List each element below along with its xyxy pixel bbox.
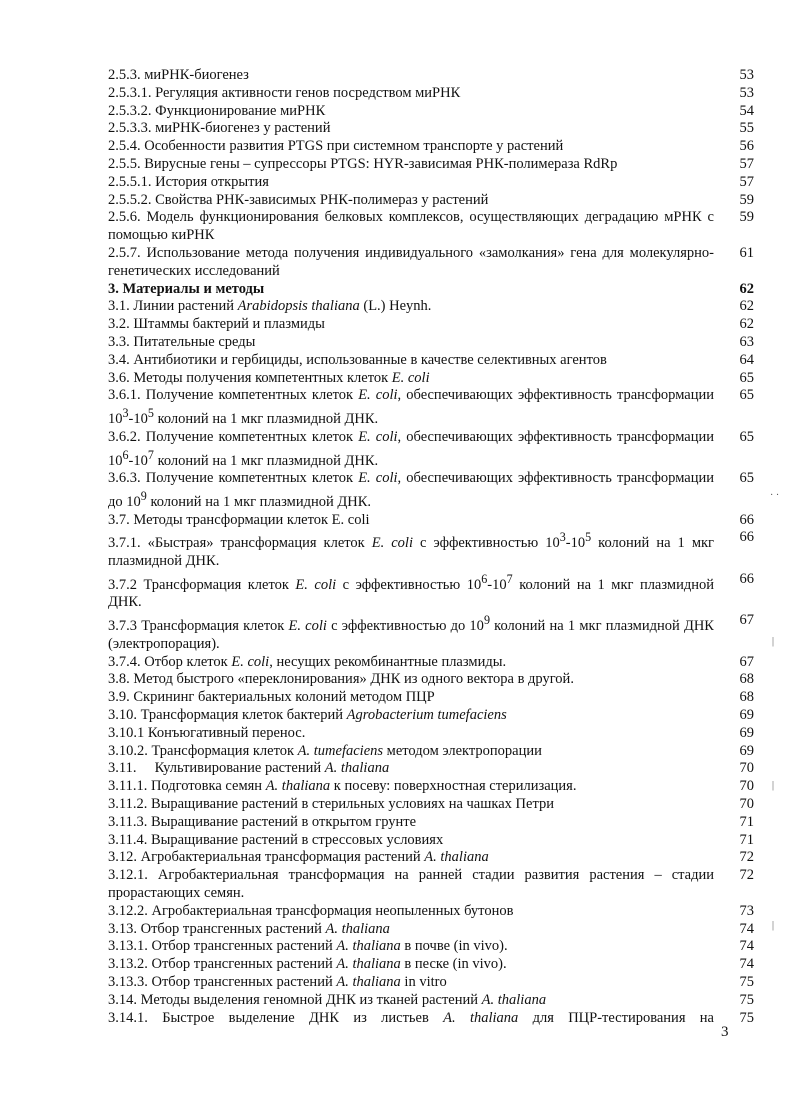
toc-entry xyxy=(108,85,754,103)
toc-entry-page: 74 xyxy=(739,920,754,937)
toc-entry-title: 3.6.3. Получение компетентных клеток E. coli, обеспечивающих эффективность трансформации до $10^9$ колоний на 1 мкг плазмидной ДНК. xyxy=(108,470,714,510)
toc-entry-title: 3.7.1. «Быстрая» трансформация клеток E. coli с эффективностью $10^3-10^5$ колоний на 1 мкг плазмидной ДНК. xyxy=(108,530,715,570)
toc-entry-page: 55 xyxy=(739,120,754,137)
toc-entry-title: 3.11. Культивирование растений A. thaliana xyxy=(108,760,390,777)
scan-speck: | xyxy=(772,780,775,791)
toc-entry xyxy=(108,174,754,192)
toc-entry xyxy=(108,903,754,921)
toc-entry-page: 72 xyxy=(739,867,754,884)
toc-entry-page: 61 xyxy=(739,244,754,261)
toc-entry-title: 3.13. Отбор трансгенных растений A. thaliana xyxy=(108,920,390,937)
toc-entry-page: 72 xyxy=(739,849,754,866)
toc-entry-page: 73 xyxy=(739,902,754,919)
toc-entry xyxy=(108,316,754,334)
toc-entry xyxy=(108,689,754,707)
toc-entry-title: 3.10.1 Конъюгативный перенос. xyxy=(108,724,306,741)
toc-entry-title: 3.3. Питательные среды xyxy=(108,333,256,350)
toc-entry-title: 3.13.1. Отбор трансгенных растений A. thaliana в почве (in vivo). xyxy=(108,938,508,955)
toc-entry xyxy=(108,1010,754,1028)
toc-entry xyxy=(108,867,754,903)
toc-entry-page: 64 xyxy=(739,351,754,368)
toc-entry-title: 2.5.6. Модель функционирования белковых комплексов, осуществляющих деградацию мРНК с помощью киРНК xyxy=(108,209,714,244)
toc-entry xyxy=(108,707,754,725)
toc-entry-title: 3.14. Методы выделения геномной ДНК из тканей растений A. thaliana xyxy=(108,991,547,1008)
toc-entry xyxy=(108,814,754,832)
toc-entry-page: 67 xyxy=(739,653,754,670)
toc-entry xyxy=(108,120,754,138)
toc-entry xyxy=(108,138,754,156)
toc-entry-page: 57 xyxy=(739,173,754,190)
toc-entry-page: 67 xyxy=(739,612,754,629)
toc-entry xyxy=(108,832,754,850)
toc-entry xyxy=(108,612,754,653)
toc-entry-title: 2.5.5.2. Свойства РНК-зависимых РНК-полимераз у растений xyxy=(108,191,489,208)
toc-entry-title: 3.4. Антибиотики и гербициды, использованные в качестве селективных агентов xyxy=(108,351,607,368)
scan-speck: | xyxy=(772,920,775,931)
toc-entry-page: 69 xyxy=(739,724,754,741)
toc-entry xyxy=(108,103,754,121)
toc-entry-title: 3.6.1. Получение компетентных клеток E. coli, обеспечивающих эффективность трансформации $10^3-10^5$ колоний на 1 мкг плазмидной ДНК. xyxy=(108,387,714,427)
toc-entry xyxy=(108,992,754,1010)
toc-entry xyxy=(108,956,754,974)
toc-entry-title: 3.13.2. Отбор трансгенных растений A. thaliana в песке (in vivo). xyxy=(108,956,507,973)
toc-entry-title: 3.7. Методы трансформации клеток E. coli xyxy=(108,511,370,528)
toc-entry-page: 71 xyxy=(739,813,754,830)
toc-entry-title: 3.8. Метод быстрого «переклонирования» ДНК из одного вектора в другой. xyxy=(108,671,574,688)
toc-entry-title: 2.5.3.3. миРНК-биогенез у растений xyxy=(108,120,331,137)
scan-speck: · · xyxy=(770,490,780,501)
toc-entry-title: 3.11.1. Подготовка семян A. thaliana к посеву: поверхностная стерилизация. xyxy=(108,778,577,795)
toc-entry-page: 59 xyxy=(739,191,754,208)
toc-entry-title: 3.7.4. Отбор клеток E. coli, несущих рекомбинантные плазмиды. xyxy=(108,653,507,670)
toc-entry xyxy=(108,281,754,299)
toc-entry-page: 66 xyxy=(739,570,754,587)
toc-entry xyxy=(108,156,754,174)
toc-entry-page: 71 xyxy=(739,831,754,848)
toc-entry-title: 2.5.3. миРНК-биогенез xyxy=(108,67,249,83)
toc-entry-page: 66 xyxy=(739,511,754,528)
page-number: 3 xyxy=(721,1024,729,1040)
toc-entry-title: 3.7.3 Трансформация клеток E. coli с эффективностью до $10^9$ колоний на 1 мкг плазмидной ДНК (электропорация). xyxy=(108,613,714,652)
toc-entry xyxy=(108,778,754,796)
toc-entry-title: 3.2. Штаммы бактерий и плазмиды xyxy=(108,316,325,333)
table-of-contents xyxy=(108,67,754,1027)
toc-entry-title: 3. Материалы и методы xyxy=(108,280,265,297)
toc-entry-title: 3.11.2. Выращивание растений в стерильных условиях на чашках Петри xyxy=(108,796,554,813)
scan-speck: | xyxy=(772,636,775,647)
toc-entry-page: 65 xyxy=(739,428,754,445)
toc-entry-title: 3.11.4. Выращивание растений в стрессовых условиях xyxy=(108,831,444,848)
toc-entry-title: 3.14.1. Быстрое выделение ДНК из листьев A. thaliana для ПЦР-тестирования на xyxy=(108,1009,714,1026)
toc-entry-title: 3.6.2. Получение компетентных клеток E. coli, обеспечивающих эффективность трансформации $10^6-10^7$ колоний на 1 мкг плазмидной ДНК. xyxy=(108,428,714,469)
toc-entry xyxy=(108,938,754,956)
toc-entry-title: 3.12.2. Агробактериальная трансформация неопыленных бутонов xyxy=(108,902,514,919)
toc-entry-page: 57 xyxy=(739,155,754,172)
toc-entry-page: 66 xyxy=(739,529,754,546)
toc-entry-page: 68 xyxy=(739,671,754,688)
toc-entry xyxy=(108,352,754,370)
toc-entry-page: 70 xyxy=(739,796,754,813)
toc-entry xyxy=(108,67,754,85)
toc-entry xyxy=(108,512,754,530)
toc-entry xyxy=(108,192,754,210)
toc-entry-title: 3.6. Методы получения компетентных клеток E. coli xyxy=(108,369,430,386)
toc-entry-page: 59 xyxy=(739,209,754,226)
toc-entry xyxy=(108,796,754,814)
toc-entry xyxy=(108,654,754,672)
toc-entry-page: 54 xyxy=(739,102,754,119)
toc-entry xyxy=(108,529,754,570)
toc-entry-title: 3.12.1. Агробактериальная трансформация на ранней стадии развития растения – стадии прорастающих семян. xyxy=(108,867,714,902)
toc-entry xyxy=(108,571,754,612)
toc-entry xyxy=(108,387,754,428)
toc-entry-page: 65 xyxy=(739,387,754,404)
toc-entry-page: 74 xyxy=(739,938,754,955)
toc-entry-page: 69 xyxy=(739,742,754,759)
toc-entry-page: 75 xyxy=(739,991,754,1008)
toc-entry xyxy=(108,743,754,761)
toc-entry-page: 62 xyxy=(739,280,754,297)
toc-entry-title: 3.10. Трансформация клеток бактерий Agrobacterium tumefaciens xyxy=(108,707,507,724)
toc-entry xyxy=(108,921,754,939)
toc-entry xyxy=(108,209,754,245)
toc-entry-title: 2.5.5.1. История открытия xyxy=(108,173,269,190)
toc-entry-title: 3.7.2 Трансформация клеток E. coli с эффективностью $10^6-10^7$ колоний на 1 мкг плазмидной ДНК. xyxy=(108,571,714,611)
toc-entry xyxy=(108,725,754,743)
toc-entry-title: 2.5.5. Вирусные гены – супрессоры PTGS: HYR-зависимая РНК-полимераза RdRp xyxy=(108,155,618,172)
toc-entry-page: 62 xyxy=(739,316,754,333)
toc-entry xyxy=(108,298,754,316)
toc-entry-page: 62 xyxy=(739,298,754,315)
toc-entry-title: 2.5.3.2. Функционирование миРНК xyxy=(108,102,326,119)
toc-entry-page: 53 xyxy=(739,67,754,83)
toc-entry-page: 65 xyxy=(739,369,754,386)
toc-entry-page: 68 xyxy=(739,689,754,706)
toc-entry-page: 70 xyxy=(739,778,754,795)
toc-entry-page: 56 xyxy=(739,138,754,155)
toc-entry-title: 3.12. Агробактериальная трансформация растений A. thaliana xyxy=(108,849,489,866)
toc-entry-title: 2.5.7. Использование метода получения индивидуального «замолкания» гена для молекулярно-генетических исследований xyxy=(108,244,714,279)
toc-entry xyxy=(108,671,754,689)
toc-entry xyxy=(108,974,754,992)
toc-entry-title: 3.1. Линии растений Arabidopsis thaliana (L.) Heynh. xyxy=(108,298,432,315)
toc-entry-page: 75 xyxy=(739,974,754,991)
toc-entry-title: 3.13.3. Отбор трансгенных растений A. thaliana in vitro xyxy=(108,974,447,991)
toc-entry-page: 69 xyxy=(739,707,754,724)
toc-entry-title: 3.11.3. Выращивание растений в открытом грунте xyxy=(108,813,417,830)
toc-entry xyxy=(108,245,754,281)
toc-entry-title: 3.9. Скрининг бактериальных колоний методом ПЦР xyxy=(108,689,435,706)
toc-entry-page: 63 xyxy=(739,333,754,350)
toc-entry xyxy=(108,470,754,511)
toc-entry xyxy=(108,370,754,388)
toc-entry-page: 74 xyxy=(739,956,754,973)
toc-entry xyxy=(108,429,754,470)
toc-entry xyxy=(108,849,754,867)
toc-entry-page: 75 xyxy=(739,1009,754,1026)
toc-entry-title: 2.5.4. Особенности развития PTGS при системном транспорте у растений xyxy=(108,138,564,155)
toc-entry-title: 2.5.3.1. Регуляция активности генов посредством миРНК xyxy=(108,84,461,101)
toc-entry-page: 53 xyxy=(739,84,754,101)
toc-entry-page: 65 xyxy=(739,470,754,487)
toc-entry xyxy=(108,334,754,352)
toc-entry-page: 70 xyxy=(739,760,754,777)
toc-entry-title: 3.10.2. Трансформация клеток A. tumefaciens методом электропорации xyxy=(108,742,542,759)
toc-entry xyxy=(108,760,754,778)
